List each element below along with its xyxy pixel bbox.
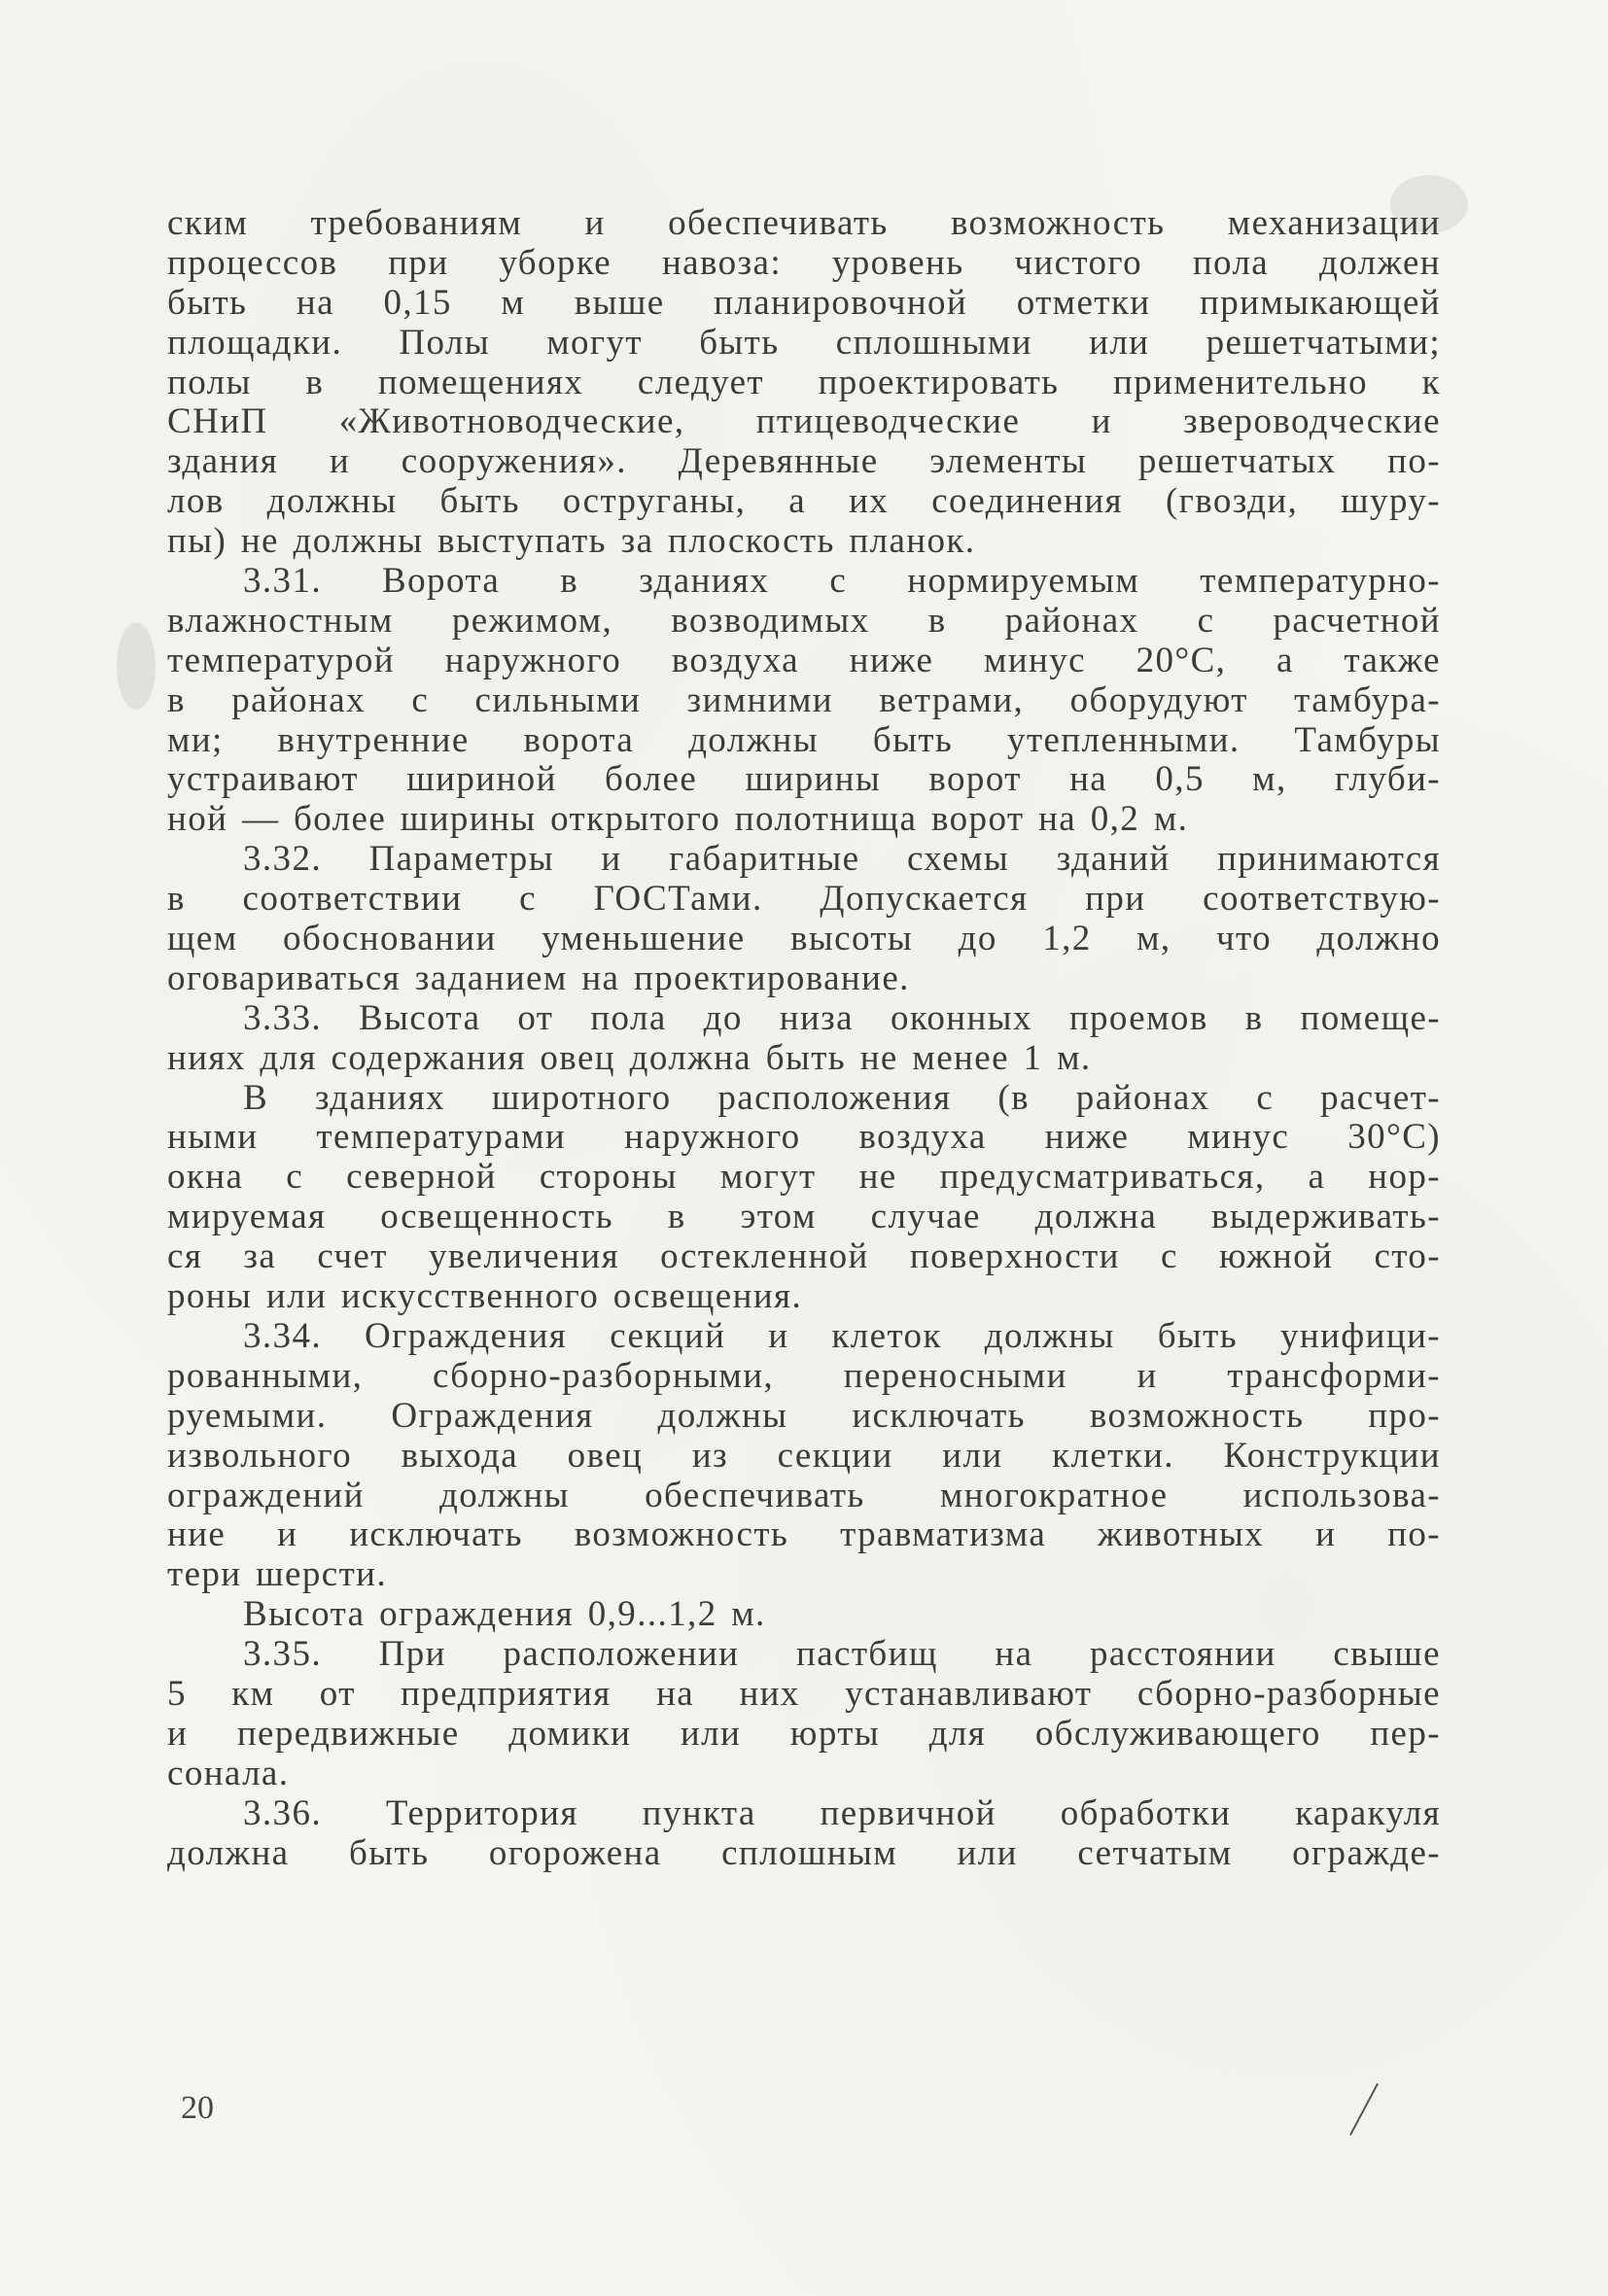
- text-line: температурой наружного воздуха ниже минус 20°С, а также: [167, 640, 1441, 680]
- text-line: быть на 0,15 м выше планировочной отметки примыкающей: [167, 282, 1441, 323]
- text-line: ским требованиям и обеспечивать возможность механизации: [167, 203, 1441, 243]
- text-line: устраивают шириной более ширины ворот на 0,5 м, глуби-: [167, 759, 1441, 800]
- text-line: полы в помещениях следует проектировать применительно к: [167, 362, 1441, 402]
- text-line: ограждений должны обеспечивать многократное использова-: [167, 1475, 1441, 1515]
- text-line: 3.31. Ворота в зданиях с нормируемым температурно-: [243, 561, 1441, 602]
- text-line: в районах с сильными зимними ветрами, оборудуют тамбура-: [167, 679, 1441, 720]
- text-line: 3.35. При расположении пастбищ на расстоянии свыше: [243, 1634, 1441, 1675]
- text-line: и передвижные домики или юрты для обслуживающего пер-: [167, 1713, 1441, 1754]
- text-line: окна с северной стороны могут не предусматриваться, а нор-: [167, 1157, 1441, 1198]
- body-text: [167, 204, 1441, 1873]
- text-line: 3.32. Параметры и габаритные схемы зданий принимаются: [243, 839, 1441, 880]
- text-line: площадки. Полы могут быть сплошными или решетчатыми;: [167, 322, 1441, 363]
- text-line: сонала.: [167, 1753, 290, 1793]
- text-line: должна быть огорожена сплошным или сетчатым огражде-: [167, 1832, 1441, 1873]
- text-line: рованными, сборно-разборными, переносными и трансформи-: [167, 1355, 1441, 1396]
- text-line: лов должны быть оструганы, а их соединения (гвозди, шуру-: [167, 481, 1441, 522]
- text-line: 3.34. Ограждения секций и клеток должны быть унифици-: [243, 1315, 1441, 1356]
- text-line: СНиП «Животноводческие, птицеводческие и звероводческие: [167, 401, 1441, 442]
- text-line: щем обосновании уменьшение высоты до 1,2 м, что должно: [167, 919, 1441, 959]
- text-line: мируемая освещенность в этом случае должна выдерживать-: [167, 1197, 1441, 1237]
- text-line: ными температурами наружного воздуха ниже минус 30°С): [167, 1117, 1441, 1158]
- text-line: руемыми. Ограждения должны исключать возможность про-: [167, 1395, 1441, 1436]
- text-line: оговариваться заданием на проектирование.: [167, 957, 910, 998]
- text-line: В зданиях широтного расположения (в районах с расчет-: [243, 1077, 1441, 1118]
- page-number: 20: [181, 2090, 214, 2126]
- text-line: ниях для содержания овец должна быть не менее 1 м.: [167, 1037, 1092, 1078]
- text-line: извольного выхода овец из секции или клетки. Конструкции: [167, 1435, 1441, 1476]
- text-line: процессов при уборке навоза: уровень чистого пола должен: [167, 242, 1441, 283]
- scan-mark: [1349, 2083, 1379, 2136]
- text-line: ся за счет увеличения остекленной поверхности с южной сто-: [167, 1236, 1441, 1277]
- text-line: 5 км от предприятия на них устанавливают сборно-разборные: [167, 1673, 1441, 1714]
- text-line: здания и сооружения». Деревянные элементы решетчатых по-: [167, 441, 1441, 482]
- text-line: ной — более ширины открытого полотнища ворот на 0,2 м.: [167, 799, 1189, 840]
- scan-smudge: [117, 622, 156, 710]
- text-line: Высота ограждения 0,9...1,2 м.: [243, 1594, 766, 1635]
- text-line: 3.36. Территория пункта первичной обработки каракуля: [243, 1792, 1441, 1833]
- text-line: тери шерсти.: [167, 1554, 387, 1595]
- text-line: ми; внутренние ворота должны быть утепленными. Тамбуры: [167, 719, 1441, 760]
- text-line: роны или искусственного освещения.: [167, 1276, 803, 1317]
- text-line: ние и исключать возможность травматизма животных и по-: [167, 1514, 1441, 1555]
- text-line: влажностным режимом, возводимых в районах с расчетной: [167, 600, 1441, 641]
- text-line: в соответствии с ГОСТами. Допускается при соответствую-: [167, 879, 1441, 920]
- text-line: 3.33. Высота от пола до низа оконных проемов в помеще-: [243, 997, 1441, 1038]
- text-line: пы) не должны выступать за плоскость планок.: [167, 521, 976, 562]
